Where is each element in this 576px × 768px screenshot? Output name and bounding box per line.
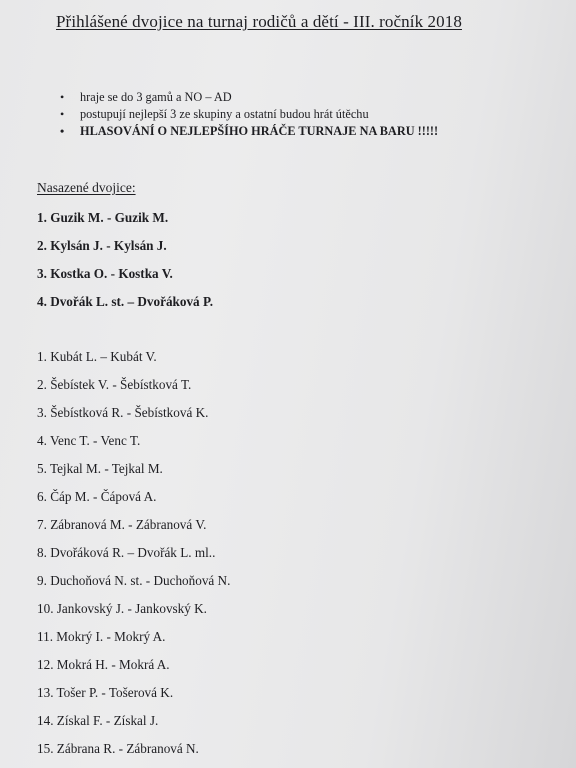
pair-item: 12. Mokrá H. - Mokrá A. xyxy=(37,657,170,672)
bullet-icon: • xyxy=(60,107,65,121)
pair-item: 8. Dvořáková R. – Dvořák L. ml.. xyxy=(37,545,216,560)
seeded-pair: 3. Kostka O. - Kostka V. xyxy=(37,266,173,281)
pair-item: 1. Kubát L. – Kubát V. xyxy=(37,349,157,364)
pair-item: 11. Mokrý I. - Mokrý A. xyxy=(37,629,166,644)
seeded-pair: 2. Kylsán J. - Kylsán J. xyxy=(37,238,167,253)
pair-item: 10. Jankovský J. - Jankovský K. xyxy=(37,601,207,616)
pair-item: 4. Venc T. - Venc T. xyxy=(37,433,141,448)
pair-item: 6. Čáp M. - Čápová A. xyxy=(37,489,157,504)
seeded-pair: 1. Guzik M. - Guzik M. xyxy=(37,210,169,225)
page-title: Přihlášené dvojice na turnaj rodičů a dětí - III. ročník 2018 xyxy=(56,12,462,31)
rule-item-highlight xyxy=(60,123,438,140)
rules-list xyxy=(60,89,438,140)
rule-item xyxy=(60,106,438,123)
pair-item: 15. Zábrana R. - Zábranová N. xyxy=(37,741,199,756)
registered-pairs-list xyxy=(37,347,230,767)
rule-item xyxy=(60,89,438,106)
bullet-icon: • xyxy=(60,124,65,138)
rule-text: postupují nejlepší 3 ze skupiny a ostatní budou hrát útěchu xyxy=(80,107,369,121)
pair-item: 7. Zábranová M. - Zábranová V. xyxy=(37,517,207,532)
pair-item: 3. Šebístková R. - Šebístková K. xyxy=(37,405,209,420)
pair-item: 14. Získal F. - Získal J. xyxy=(37,713,159,728)
pair-item: 2. Šebístek V. - Šebístková T. xyxy=(37,377,192,392)
pair-item: 5. Tejkal M. - Tejkal M. xyxy=(37,461,163,476)
pair-item: 13. Tošer P. - Tošerová K. xyxy=(37,685,174,700)
pair-item: 9. Duchoňová N. st. - Duchoňová N. xyxy=(37,573,231,588)
bullet-icon: • xyxy=(60,90,65,104)
seeded-pairs-list xyxy=(37,208,213,320)
rule-text: hraje se do 3 gamů a NO – AD xyxy=(80,90,232,104)
seeded-pair: 4. Dvořák L. st. – Dvořáková P. xyxy=(37,294,214,309)
rule-text: HLASOVÁNÍ O NEJLEPŠÍHO HRÁČE TURNAJE NA BARU !!!!! xyxy=(80,124,439,138)
seeded-heading: Nasazené dvojice: xyxy=(37,180,136,195)
